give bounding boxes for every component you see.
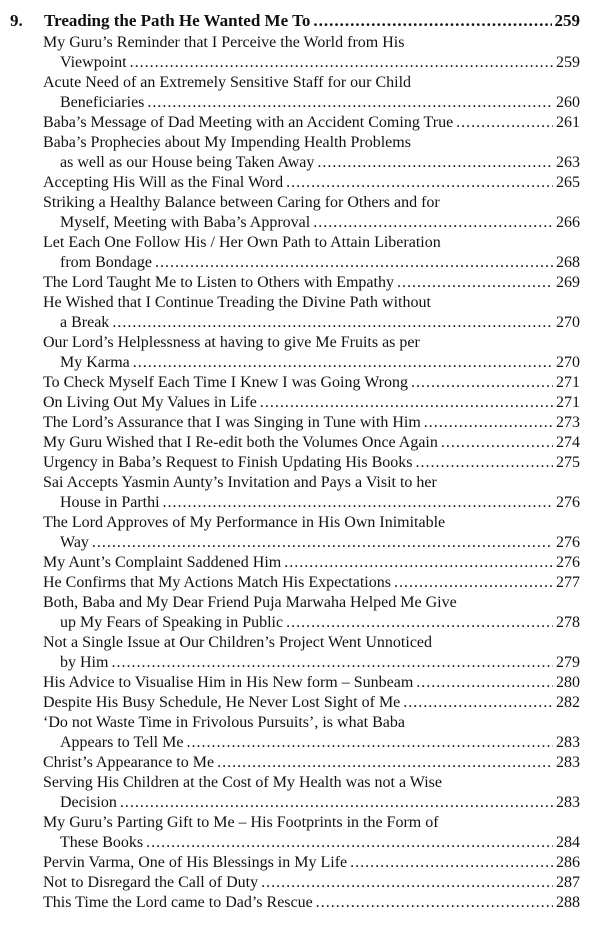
toc-entry-title-line: Way [60,534,89,551]
toc-entry-title-line: These Books [60,834,144,851]
toc-entry-last-line [43,613,580,633]
toc-entry-page-number: 287 [556,874,580,891]
dot-leader [146,833,553,853]
toc-entry-title-line: Despite His Busy Schedule, He Never Lost Sight of Me [43,694,401,711]
toc-entry-page-number: 271 [556,374,580,391]
toc-entry [43,753,580,773]
toc-entry-title-line: ‘Do not Waste Time in Frivolous Pursuits’, is what Baba [43,714,405,731]
toc-entry-last-line [43,253,580,273]
toc-entry-last-line [43,693,580,713]
toc-entry-title-line: by Him [60,654,109,671]
dot-leader [92,533,553,553]
toc-entry-title-line: The Lord Approves of My Performance in His Own Inimitable [43,514,446,531]
toc-entry-page-number: 283 [556,794,580,811]
toc-entry-last-line [43,553,580,573]
toc-entry-last-line [43,173,580,193]
toc-entry-last-line [43,893,580,913]
toc-entry-last-line [43,833,580,853]
toc-entry-title-line: To Check Myself Each Time I Knew I was Going Wrong [43,374,408,391]
dot-leader [313,213,553,233]
toc-entry-page-number: 263 [556,154,580,171]
toc-entry-title-line: Striking a Healthy Balance between Caring for Others and for [43,194,440,211]
toc-entry-page-number: 278 [556,614,580,631]
toc-entry-page-number: 261 [556,114,580,131]
toc-entry-title-line: Both, Baba and My Dear Friend Puja Marwaha Helped Me Give [43,594,457,611]
toc-entry [43,893,580,913]
toc-entry-page-number: 259 [556,54,580,71]
toc-entry-title-line: Accepting His Will as the Final Word [43,174,284,191]
toc-entry [43,633,580,673]
dot-leader [316,893,553,913]
dot-leader [284,553,553,573]
toc-entry-title-line: from Bondage [60,254,152,271]
toc-entry-last-line [43,213,580,233]
dot-leader [456,113,553,133]
dot-leader [403,693,553,713]
toc-entry [43,193,580,233]
toc-entry-last-line [43,453,580,473]
dot-leader [416,673,553,693]
toc-entry-page-number: 273 [556,414,580,431]
toc-entry-page-number: 280 [556,674,580,691]
toc-entry [43,73,580,113]
toc-entry-title-line: Acute Need of an Extremely Sensitive Staff for our Child [43,74,412,91]
toc-entry-page-number: 276 [556,534,580,551]
toc-entry-title-line: Appears to Tell Me [60,734,184,751]
toc-entry-title-line: This Time the Lord came to Dad’s Rescue [43,894,313,911]
toc-entry-title-line: Pervin Varma, One of His Blessings in My Life [43,854,348,871]
toc-entry-title-line: Sai Accepts Yasmin Aunty’s Invitation and Pays a Visit to her [43,474,437,491]
toc-entry-last-line [43,673,580,693]
toc-entry-title-line: My Karma [60,354,130,371]
dot-leader [394,573,553,593]
dot-leader [217,753,553,773]
toc-entry-last-line [43,53,580,73]
toc-entry-last-line [43,373,580,393]
toc-entry-page-number: 270 [556,354,580,371]
toc-entry-last-line [43,353,580,373]
toc-entry [43,293,580,333]
dot-leader [133,353,553,373]
chapter-heading [10,11,580,31]
dot-leader [261,873,553,893]
toc-entry-title-line: up My Fears of Speaking in Public [60,614,284,631]
dot-leader [424,413,553,433]
toc-entry-title-line: Let Each One Follow His / Her Own Path to Attain Liberation [43,234,441,251]
toc-entry-title-line: as well as our House being Taken Away [60,154,315,171]
toc-entry-title-line: Baba’s Prophecies about My Impending Health Problems [43,134,411,151]
toc-entry-last-line [43,873,580,893]
dot-leader [260,393,553,413]
dot-leader [411,373,553,393]
toc-entry-page-number: 260 [556,94,580,111]
toc-entry-title-line: Not to Disregard the Call of Duty [43,874,259,891]
toc-entry-page-number: 274 [556,434,580,451]
toc-entry-page-number: 275 [556,454,580,471]
toc-entry-title-line: My Guru’s Reminder that I Perceive the World from His [43,34,405,51]
dot-leader [286,173,553,193]
toc-entry-title-line: The Lord’s Assurance that I was Singing in Tune with Him [43,414,421,431]
toc-entry-page-number: 286 [556,854,580,871]
toc-entry-title-line: Baba’s Message of Dad Meeting with an Accident Coming True [43,114,454,131]
toc-entry [43,273,580,293]
toc-entry-title-line: Christ’s Appearance to Me [43,754,215,771]
toc-entry [43,473,580,513]
toc-entry [43,673,580,693]
dot-leader [415,453,553,473]
toc-entry-page-number: 266 [556,214,580,231]
toc-entry-last-line [43,793,580,813]
toc-entry-last-line [43,413,580,433]
toc-entry [43,393,580,413]
toc-entry [43,413,580,433]
toc-entry [43,173,580,193]
toc-entry-page-number: 270 [556,314,580,331]
dot-leader [397,273,553,293]
dot-leader [313,11,551,31]
dot-leader [111,653,553,673]
toc-entry-title-line: Not a Single Issue at Our Children’s Project Went Unnoticed [43,634,433,651]
toc-entry-page-number: 271 [556,394,580,411]
toc-entry-last-line [43,733,580,753]
toc-entry-title-line: Beneficiaries [60,94,145,111]
chapter-page-number: 259 [554,11,580,30]
dot-leader [147,93,553,113]
toc-entry-title-line: Myself, Meeting with Baba’s Approval [60,214,311,231]
toc-entry [43,593,580,633]
toc-entry [43,873,580,893]
toc-entry-page-number: 265 [556,174,580,191]
toc-entry-last-line [43,93,580,113]
toc-entry [43,33,580,73]
toc-entry-title-line: On Living Out My Values in Life [43,394,257,411]
toc-entry [43,453,580,473]
dot-leader [186,733,553,753]
toc-entry-last-line [43,273,580,293]
toc-entry-title-line: Serving His Children at the Cost of My Health was not a Wise [43,774,443,791]
toc-entry-title-line: Viewpoint [60,54,127,71]
dot-leader [350,853,553,873]
dot-leader [441,433,553,453]
toc-entry-last-line [43,393,580,413]
toc-entry [43,233,580,273]
dot-leader [317,153,553,173]
toc-entry-title-line: He Wished that I Continue Treading the Divine Path without [43,294,431,311]
toc-entry-page-number: 283 [556,754,580,771]
toc-entry-page-number: 288 [556,894,580,911]
toc-entry-page-number: 268 [556,254,580,271]
dot-leader [286,613,553,633]
toc-entry-title-line: Decision [60,794,117,811]
toc-entry [43,813,580,853]
toc-entry-last-line [43,573,580,593]
dot-leader [130,53,553,73]
toc-entry [43,693,580,713]
toc-entry-last-line [43,753,580,773]
toc-entry-last-line [43,313,580,333]
toc-entry-title-line: The Lord Taught Me to Listen to Others with Empathy [43,274,394,291]
toc-entry-page-number: 276 [556,554,580,571]
toc-entry-title-line: My Aunt’s Complaint Saddened Him [43,554,282,571]
toc-entry-page-number: 283 [556,734,580,751]
toc-entry [43,853,580,873]
toc-entry-page-number: 279 [556,654,580,671]
toc-entry-last-line [43,153,580,173]
dot-leader [112,313,553,333]
toc-entry-title-line: My Guru’s Parting Gift to Me – His Footprints in the Form of [43,814,439,831]
toc-entry-title-line: a Break [60,314,110,331]
toc-entry-last-line [43,533,580,553]
chapter-number: 9. [10,11,23,30]
toc-entry [43,113,580,133]
toc-entry-last-line [43,853,580,873]
toc-entry-list [43,33,580,913]
toc-entry [43,333,580,373]
toc-entry-title-line: House in Parthi [60,494,160,511]
toc-entry-last-line [43,493,580,513]
toc-entry [43,553,580,573]
toc-entry-title-line: Our Lord’s Helplessness at having to give Me Fruits as per [43,334,420,351]
toc-entry-page-number: 277 [556,574,580,591]
dot-leader [155,253,553,273]
toc-entry-last-line [43,433,580,453]
toc-entry-page-number: 282 [556,694,580,711]
toc-entry [43,573,580,593]
toc-entry-page-number: 284 [556,834,580,851]
toc-entry [43,713,580,753]
toc-entry [43,133,580,173]
toc-entry [43,373,580,393]
chapter-title: Treading the Path He Wanted Me To [44,11,311,30]
toc-entry [43,773,580,813]
dot-leader [163,493,553,513]
dot-leader [120,793,553,813]
toc-entry-title-line: Urgency in Baba’s Request to Finish Updating His Books [43,454,413,471]
toc-entry-last-line [43,653,580,673]
toc-entry-page-number: 269 [556,274,580,291]
toc-entry-title-line: His Advice to Visualise Him in His New form – Sunbeam [43,674,414,691]
toc-entry [43,513,580,553]
toc-entry-page-number: 276 [556,494,580,511]
toc-entry-title-line: My Guru Wished that I Re-edit both the Volumes Once Again [43,434,438,451]
toc-entry [43,433,580,453]
toc-entry-last-line [43,113,580,133]
toc-entry-title-line: He Confirms that My Actions Match His Expectations [43,574,391,591]
